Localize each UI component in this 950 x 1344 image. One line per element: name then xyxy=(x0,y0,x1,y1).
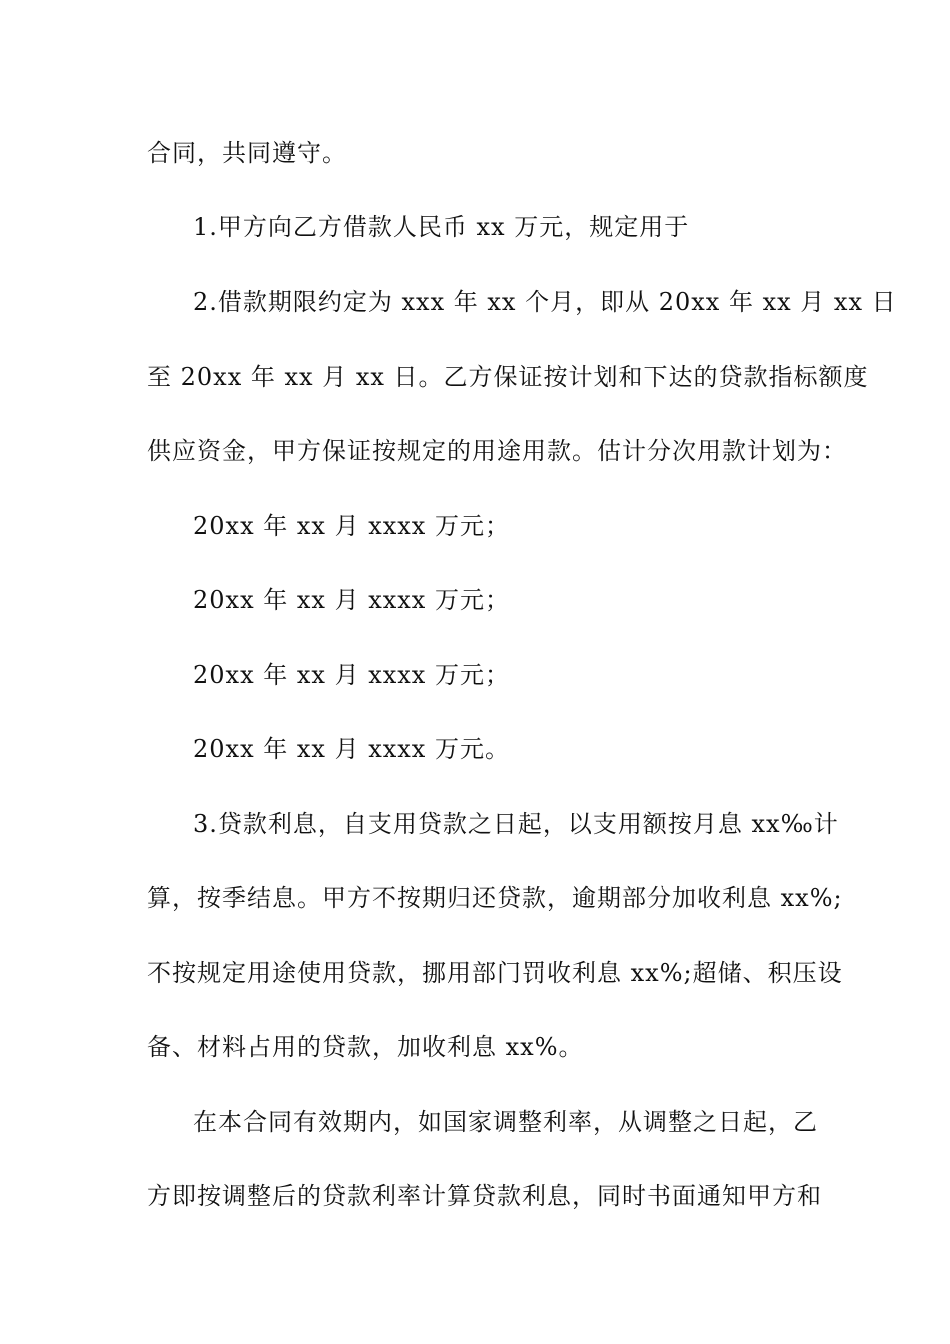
paragraph-line: 算，按季结息。甲方不按期归还贷款，逾期部分加收利息 xx%; xyxy=(147,884,843,912)
plan-item-2: 20xx 年 xx 月 xxxx 万元； xyxy=(193,586,510,614)
paragraph-line: 在本合同有效期内，如国家调整利率，从调整之日起，乙 xyxy=(193,1108,818,1136)
paragraph-line: 合同，共同遵守。 xyxy=(147,139,347,167)
paragraph-line: 至 20xx 年 xx 月 xx 日。乙方保证按计划和下达的贷款指标额度 xyxy=(147,363,869,391)
plan-item-3: 20xx 年 xx 月 xxxx 万元； xyxy=(193,661,510,689)
paragraph-line: 备、材料占用的贷款，加收利息 xx%。 xyxy=(147,1033,584,1061)
plan-item-1: 20xx 年 xx 月 xxxx 万元； xyxy=(193,512,510,540)
paragraph-line: 不按规定用途使用贷款，挪用部门罚收利息 xx%;超储、积压设 xyxy=(147,959,843,987)
clause-1-line: 1.甲方向乙方借款人民币 xx 万元，规定用于 xyxy=(193,213,690,241)
plan-item-4: 20xx 年 xx 月 xxxx 万元。 xyxy=(193,735,510,763)
paragraph-line: 供应资金，甲方保证按规定的用途用款。估计分次用款计划为： xyxy=(147,437,847,465)
clause-2-line: 2.借款期限约定为 xxx 年 xx 个月，即从 20xx 年 xx 月 xx 日 xyxy=(193,288,897,316)
clause-3-line: 3.贷款利息，自支用贷款之日起，以支用额按月息 xx‰计 xyxy=(193,810,839,838)
paragraph-line: 方即按调整后的贷款利率计算贷款利息，同时书面通知甲方和 xyxy=(147,1182,822,1210)
